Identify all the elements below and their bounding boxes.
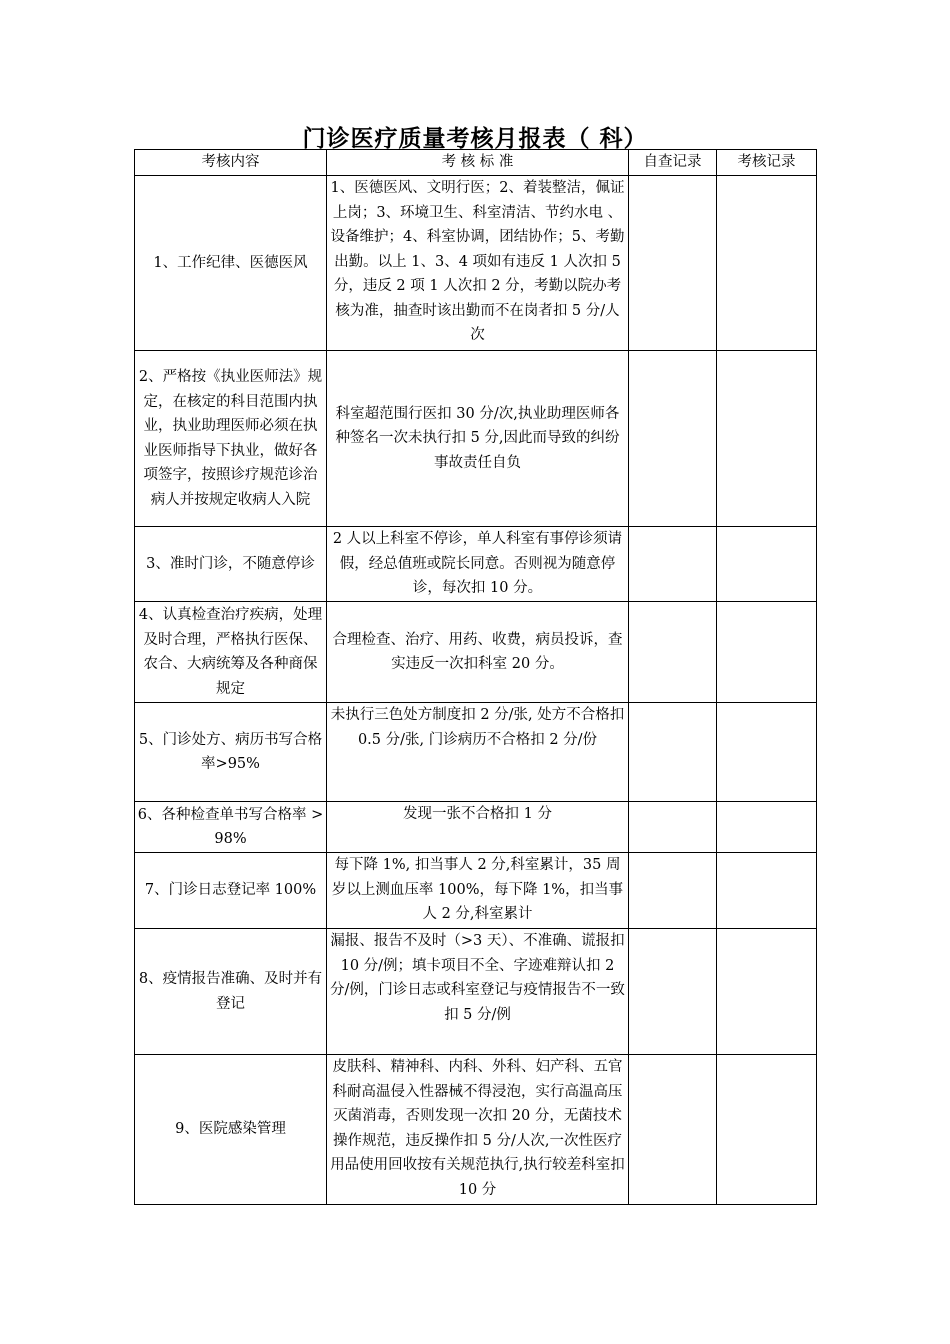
standard-cell: 2 人以上科室不停诊，单人科室有事停诊须请假，经总值班或院长同意。否则视为随意停诊，每次扣 10 分。	[327, 527, 629, 602]
header-self-check-record: 自查记录	[629, 150, 717, 176]
page-title: 门诊医疗质量考核月报表（ 科）	[302, 126, 648, 152]
item-cell: 8、疫情报告准确、及时并有登记	[135, 929, 327, 1055]
table-row	[135, 1055, 817, 1205]
self-check-cell[interactable]	[629, 853, 717, 929]
table-row	[135, 703, 817, 802]
self-check-cell[interactable]	[629, 351, 717, 527]
table-row	[135, 351, 817, 527]
review-cell[interactable]	[717, 351, 817, 527]
review-cell[interactable]	[717, 1055, 817, 1205]
table-row	[135, 853, 817, 929]
item-cell: 7、门诊日志登记率 100%	[135, 853, 327, 929]
review-cell[interactable]	[717, 703, 817, 802]
standard-cell: 未执行三色处方制度扣 2 分/张, 处方不合格扣 0.5 分/张, 门诊病历不合格扣 2 分/份	[327, 703, 629, 802]
self-check-cell[interactable]	[629, 602, 717, 703]
standard-cell: 1、医德医风、文明行医；2、着装整洁，佩证上岗；3、环境卫生、科室清洁、节约水电 、设备维护；4、科室协调，团结协作；5、考勤出勤。以上 1、3、4 项如有违反 1 人次扣 5 分，违反 2 项 1 人次扣 2 分，考勤以院办考核为准，抽查时该出勤而不在岗者扣 5 分/人次	[327, 176, 629, 351]
self-check-cell[interactable]	[629, 802, 717, 853]
item-cell: 1、工作纪律、医德医风	[135, 176, 327, 351]
standard-cell: 皮肤科、精神科、内科、外科、妇产科、五官科耐高温侵入性器械不得浸泡，实行高温高压灭菌消毒，否则发现一次扣 20 分，无菌技术操作规范，违反操作扣 5 分/人次,一次性医疗用品使用回收按有关规范执行,执行较差科室扣 10 分	[327, 1055, 629, 1205]
self-check-cell[interactable]	[629, 527, 717, 602]
header-review-record: 考核记录	[717, 150, 817, 176]
item-cell: 2、严格按《执业医师法》规定，在核定的科目范围内执业，执业助理医师必须在执业医师指导下执业，做好各项签字，按照诊疗规范诊治病人并按规定收病人入院	[135, 351, 327, 527]
table-row	[135, 176, 817, 351]
item-cell: 3、准时门诊，不随意停诊	[135, 527, 327, 602]
review-cell[interactable]	[717, 802, 817, 853]
assessment-table	[134, 149, 817, 1205]
table-row	[135, 802, 817, 853]
item-cell: 6、各种检查单书写合格率 >98%	[135, 802, 327, 853]
header-assessment-content: 考核内容	[135, 150, 327, 176]
self-check-cell[interactable]	[629, 1055, 717, 1205]
standard-cell: 科室超范围行医扣 30 分/次,执业助理医师各种签名一次未执行扣 5 分,因此而导致的纠纷事故责任自负	[327, 351, 629, 527]
item-cell: 9、医院感染管理	[135, 1055, 327, 1205]
standard-cell: 合理检查、治疗、用药、收费，病员投诉，查实违反一次扣科室 20 分。	[327, 602, 629, 703]
table-header-row	[135, 150, 817, 176]
review-cell[interactable]	[717, 929, 817, 1055]
item-cell: 5、门诊处方、病历书写合格率>95%	[135, 703, 327, 802]
review-cell[interactable]	[717, 853, 817, 929]
self-check-cell[interactable]	[629, 703, 717, 802]
table-row	[135, 929, 817, 1055]
header-assessment-standard: 考 核 标 准	[327, 150, 629, 176]
table-row	[135, 602, 817, 703]
standard-cell: 发现一张不合格扣 1 分	[327, 802, 629, 853]
review-cell[interactable]	[717, 176, 817, 351]
standard-cell: 每下降 1%, 扣当事人 2 分,科室累计，35 周岁以上测血压率 100%，每下降 1%，扣当事人 2 分,科室累计	[327, 853, 629, 929]
review-cell[interactable]	[717, 602, 817, 703]
self-check-cell[interactable]	[629, 929, 717, 1055]
review-cell[interactable]	[717, 527, 817, 602]
self-check-cell[interactable]	[629, 176, 717, 351]
item-cell: 4、认真检查治疗疾病，处理及时合理，严格执行医保、农合、大病统筹及各种商保规定	[135, 602, 327, 703]
table-row	[135, 527, 817, 602]
standard-cell: 漏报、报告不及时（>3 天）、不准确、谎报扣 10 分/例；填卡项目不全、字迹难辩认扣 2 分/例，门诊日志或科室登记与疫情报告不一致扣 5 分/例	[327, 929, 629, 1055]
